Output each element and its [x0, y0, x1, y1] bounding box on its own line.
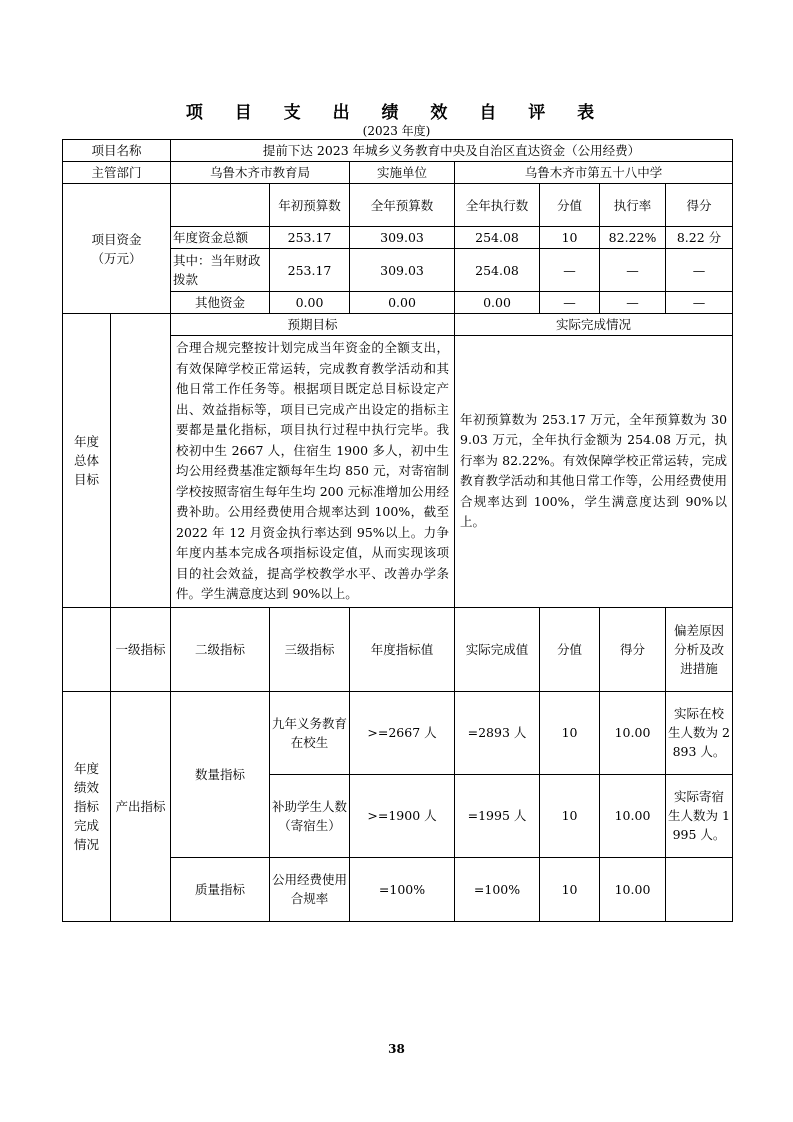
dept-value: 乌鲁木齐市教育局: [171, 162, 350, 184]
indicator-score-value: 10: [540, 774, 600, 857]
funds-header-executed: 全年执行数: [455, 184, 540, 227]
funds-header-rate: 执行率: [600, 184, 666, 227]
funds-cell: 253.17: [270, 227, 350, 249]
page-number: 38: [388, 1042, 405, 1056]
funds-header-row: [63, 184, 733, 227]
goals-actual-text: 年初预算数为 253.17 万元，全年预算数为 309.03 万元，全年执行金额为 254.08 万元，执行率为 82.22%。有效保障学校正常运转，完成教育教学活动和其他日常工作等，公用经费使用合规率达到 100%，学生满意度达到 90%以上。: [455, 336, 733, 608]
indicators-header-deviation: 偏差原因分析及改进措施: [666, 607, 733, 691]
funds-header-score-value: 分值: [540, 184, 600, 227]
funds-row-label: 年度资金总额: [171, 227, 270, 249]
goals-expected-header: 预期目标: [171, 314, 455, 336]
goals-spacer: [111, 314, 171, 608]
funds-cell: 309.03: [350, 227, 455, 249]
funds-cell: 254.08: [455, 227, 540, 249]
impl-value: 乌鲁木齐市第五十八中学: [455, 162, 733, 184]
indicator-score-value: 10: [540, 857, 600, 921]
funds-cell: —: [540, 292, 600, 314]
indicator-target: >=1900 人: [350, 774, 455, 857]
indicators-header-spacer: [63, 607, 111, 691]
indicator-level3: 公用经费使用合规率: [270, 857, 350, 921]
indicators-level1: 产出指标: [111, 691, 171, 921]
dept-row: [63, 162, 733, 184]
funds-cell: —: [600, 249, 666, 292]
funds-label: 项目资金 （万元）: [63, 184, 171, 314]
indicator-score: 10.00: [600, 774, 666, 857]
indicators-header-level3: 三级指标: [270, 607, 350, 691]
indicators-header-actual: 实际完成值: [455, 607, 540, 691]
funds-cell: 254.08: [455, 249, 540, 292]
indicators-header-score-value: 分值: [540, 607, 600, 691]
funds-cell: —: [666, 292, 733, 314]
funds-header-score: 得分: [666, 184, 733, 227]
goals-expected-text: 合理合规完整按计划完成当年资金的全额支出，有效保障学校正常运转，完成教育教学活动和其他日常工作任务等。根据项目既定总目标设定产出、效益指标等，项目已完成产出设定的指标主要都是量化指标，项目执行过程中执行完毕。我校初中生 2667 人，住宿生 1900 多人，初中生均公用经费基准定额每年生均 850 元，对寄宿制学校按照寄宿生每年生均 200 元标准增加公用经费补助。公用经费使用合规率达到 100%，截至 2022 年 12 月资金执行率达到 95%以上。力争年度内基本完成各项指标设定值，从而实现该项目的社会效益，提高学校教学水平、改善办学条件。学生满意度达到 90%以上。: [171, 336, 455, 608]
indicator-actual: =1995 人: [455, 774, 540, 857]
project-name-row: [63, 140, 733, 162]
indicators-header-level2: 二级指标: [171, 607, 270, 691]
dept-label: 主管部门: [63, 162, 171, 184]
page-subtitle: (2023 年度): [362, 124, 431, 138]
funds-header-empty: [171, 184, 270, 227]
indicators-header-score: 得分: [600, 607, 666, 691]
funds-header-initial: 年初预算数: [270, 184, 350, 227]
indicator-level3: 补助学生人数（寄宿生）: [270, 774, 350, 857]
indicators-quality-label: 质量指标: [171, 857, 270, 921]
funds-cell: 0.00: [270, 292, 350, 314]
indicator-actual: =2893 人: [455, 691, 540, 774]
indicator-score: 10.00: [600, 691, 666, 774]
indicator-note: 实际在校生人数为 2893 人。: [666, 691, 733, 774]
indicator-target: >=2667 人: [350, 691, 455, 774]
indicator-actual: =100%: [455, 857, 540, 921]
indicator-target: =100%: [350, 857, 455, 921]
indicators-section-label: 年度 绩效 指标 完成 情况: [63, 691, 111, 921]
funds-cell: 10: [540, 227, 600, 249]
indicators-header-row: [63, 607, 733, 691]
indicators-header-level1: 一级指标: [111, 607, 171, 691]
funds-cell: —: [540, 249, 600, 292]
project-name-value: 提前下达 2023 年城乡义务教育中央及自治区直达资金（公用经费）: [171, 140, 733, 162]
funds-cell: 82.22%: [600, 227, 666, 249]
goals-label: 年度 总体 目标: [63, 314, 111, 608]
goals-header-row: [63, 314, 733, 336]
funds-cell: 0.00: [350, 292, 455, 314]
funds-row-label: 其他资金: [171, 292, 270, 314]
funds-cell: 0.00: [455, 292, 540, 314]
funds-cell: —: [666, 249, 733, 292]
indicators-header-target: 年度指标值: [350, 607, 455, 691]
funds-cell: 8.22 分: [666, 227, 733, 249]
funds-row-label: 其中：当年财政拨款: [171, 249, 270, 292]
funds-cell: —: [600, 292, 666, 314]
indicator-note: [666, 857, 733, 921]
indicators-quantity-label: 数量指标: [171, 691, 270, 857]
indicator-score: 10.00: [600, 857, 666, 921]
project-name-label: 项目名称: [63, 140, 171, 162]
goals-actual-header: 实际完成情况: [455, 314, 733, 336]
indicator-row: [63, 691, 733, 774]
indicator-note: 实际寄宿生人数为 1995 人。: [666, 774, 733, 857]
indicator-score-value: 10: [540, 691, 600, 774]
funds-cell: 309.03: [350, 249, 455, 292]
performance-table: [62, 139, 733, 922]
funds-cell: 253.17: [270, 249, 350, 292]
page-title: 项 目 支 出 绩 效 自 评 表: [185, 103, 608, 123]
funds-header-annual: 全年预算数: [350, 184, 455, 227]
impl-label: 实施单位: [350, 162, 455, 184]
indicator-level3: 九年义务教育在校生: [270, 691, 350, 774]
